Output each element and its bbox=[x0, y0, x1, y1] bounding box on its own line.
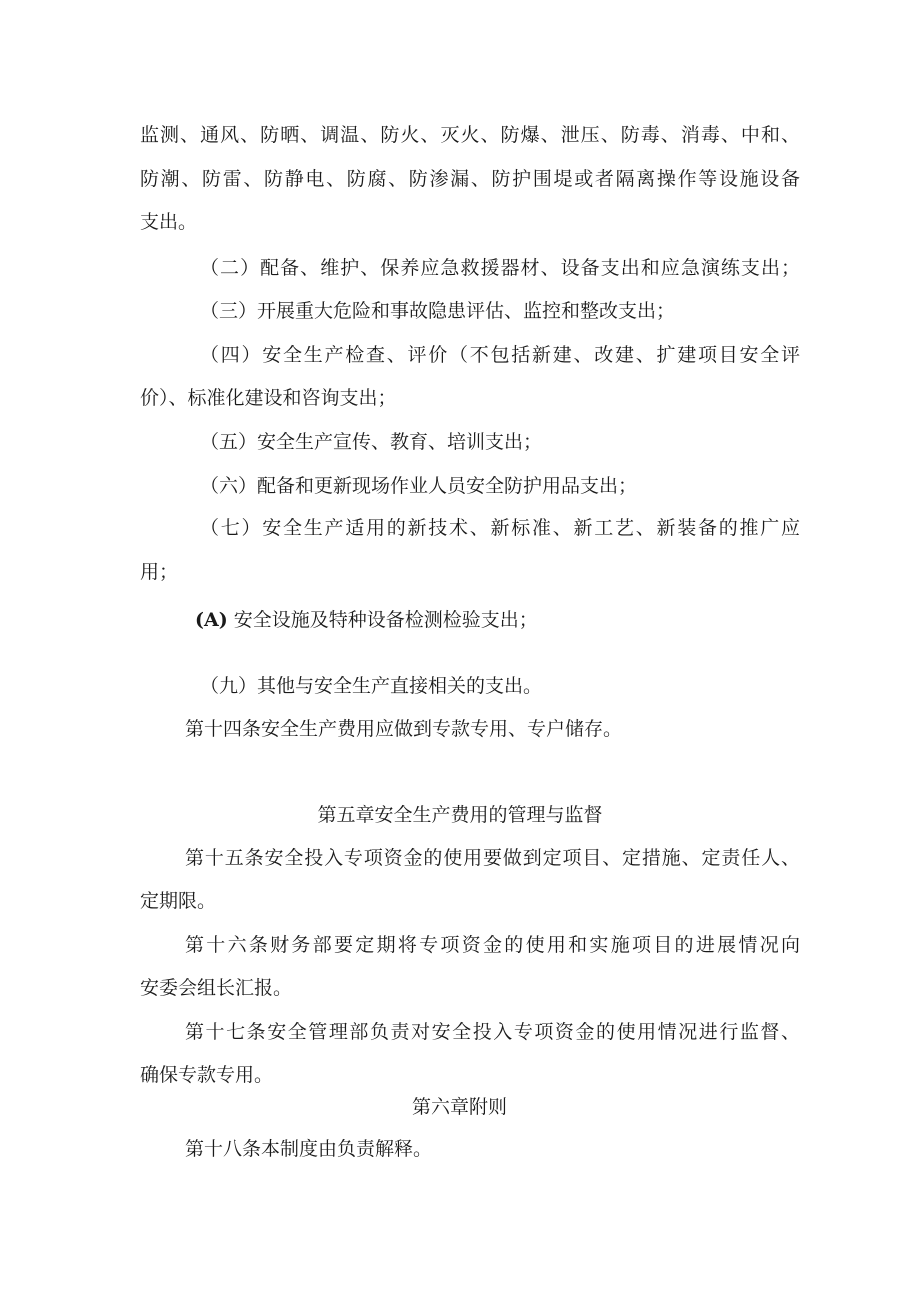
list-item-3: （三）开展重大危险和事故隐患评估、监控和整改支出； bbox=[200, 300, 676, 322]
article-17: 第十七条安全管理部负责对安全投入专项资金的使用情况进行监督、 bbox=[185, 1021, 800, 1043]
list-item-5: （五）安全生产宣传、教育、培训支出； bbox=[200, 431, 543, 453]
list-item-7-continued: 用； bbox=[140, 561, 179, 583]
article-15: 第十五条安全投入专项资金的使用要做到定项目、定措施、定责任人、 bbox=[185, 847, 800, 869]
list-item-8-text: 安全设施及特种设备检测检验支出； bbox=[233, 609, 538, 631]
paragraph-line: 防潮、防雷、防静电、防腐、防渗漏、防护围堤或者隔离操作等设施设备 bbox=[140, 168, 800, 190]
chapter-5-heading: 第五章安全生产费用的管理与监督 bbox=[317, 804, 603, 826]
article-18: 第十八条本制度由负责解释。 bbox=[185, 1138, 433, 1160]
article-15-continued: 定期限。 bbox=[140, 890, 217, 912]
article-17-continued: 确保专款专用。 bbox=[140, 1064, 274, 1086]
list-item-8 bbox=[195, 608, 800, 632]
paragraph-line: 支出。 bbox=[140, 211, 198, 233]
list-item-6: （六）配备和更新现场作业人员安全防护用品支出； bbox=[200, 475, 638, 497]
chapter-6-heading: 第六章附则 bbox=[412, 1096, 508, 1118]
list-item-4: （四）安全生产检查、评价（不包括新建、改建、扩建项目安全评 bbox=[200, 344, 800, 366]
list-item-2: （二）配备、维护、保养应急救援器材、设备支出和应急演练支出； bbox=[200, 257, 800, 279]
list-item-8-marker: (A) bbox=[195, 609, 228, 631]
list-item-4-continued: 价）、标准化建设和咨询支出； bbox=[140, 387, 397, 409]
list-item-7: （七）安全生产适用的新技术、新标准、新工艺、新装备的推广应 bbox=[200, 517, 800, 539]
paragraph-line: 监测、通风、防晒、调温、防火、灭火、防爆、泄压、防毒、消毒、中和、 bbox=[140, 124, 800, 146]
article-14: 第十四条安全生产费用应做到专款专用、专户储存。 bbox=[185, 718, 623, 740]
list-item-9: （九）其他与安全生产直接相关的支出。 bbox=[200, 675, 543, 697]
article-16: 第十六条财务部要定期将专项资金的使用和实施项目的进展情况向 bbox=[185, 934, 800, 956]
article-16-continued: 安委会组长汇报。 bbox=[140, 977, 293, 999]
